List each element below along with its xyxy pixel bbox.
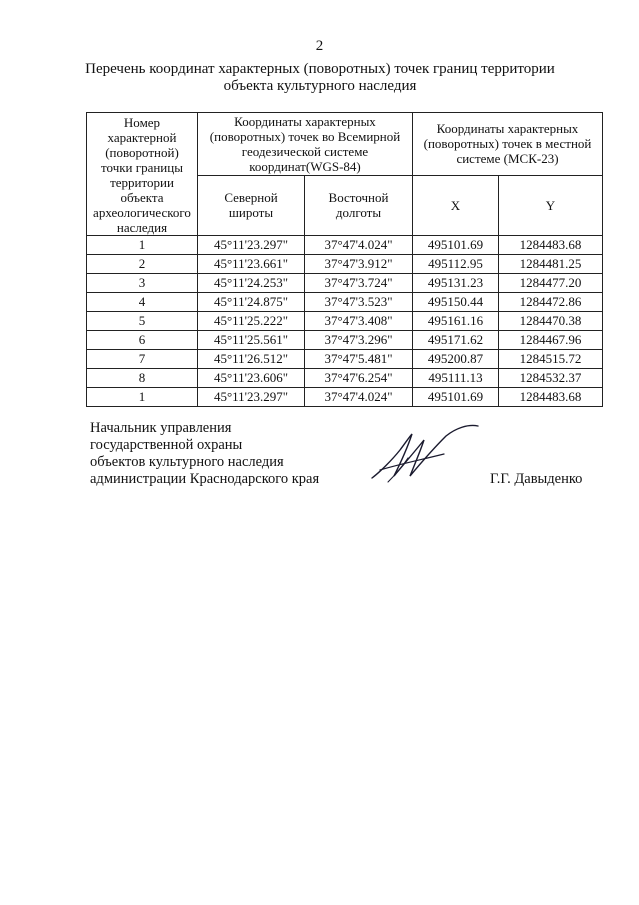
table-row (87, 293, 603, 312)
cell-y: 1284532.37 (499, 369, 603, 388)
title-line-2: объекта культурного наследия (223, 78, 417, 94)
cell-latitude: 45°11'23.297" (198, 388, 305, 407)
coordinates-table (86, 112, 603, 407)
cell-point-number: 6 (87, 331, 198, 350)
cell-point-number: 4 (87, 293, 198, 312)
cell-x: 495161.16 (413, 312, 499, 331)
cell-y: 1284483.68 (499, 236, 603, 255)
table-row (87, 388, 603, 407)
cell-x: 495112.95 (413, 255, 499, 274)
header-wgs84-line: координат(WGS-84) (249, 158, 361, 174)
signatory-position-line: администрации Краснодарского края (90, 471, 320, 487)
cell-longitude: 37°47'4.024" (305, 236, 413, 255)
signatory-position-line: объектов культурного наследия (90, 454, 284, 470)
header-longitude (305, 175, 413, 235)
cell-latitude: 45°11'24.253" (198, 274, 305, 293)
document-title (80, 61, 560, 95)
header-longitude-line: долготы (335, 205, 382, 221)
header-latitude-line: широты (228, 205, 274, 221)
header-point-number-line: точки границы (101, 160, 183, 175)
header-point-number-line: наследия (116, 220, 168, 235)
cell-x: 495200.87 (413, 350, 499, 369)
header-point-number-line: (поворотной) (105, 145, 179, 160)
cell-point-number: 1 (87, 236, 198, 255)
signatory-position-line: Начальник управления (90, 420, 232, 436)
cell-x: 495150.44 (413, 293, 499, 312)
header-wgs84 (198, 113, 413, 176)
table-row (87, 369, 603, 388)
cell-latitude: 45°11'26.512" (198, 350, 305, 369)
cell-longitude: 37°47'3.408" (305, 312, 413, 331)
header-point-number-line: археологического (93, 205, 191, 220)
cell-point-number: 2 (87, 255, 198, 274)
cell-longitude: 37°47'4.024" (305, 388, 413, 407)
header-y: Y (499, 175, 603, 235)
cell-point-number: 1 (87, 388, 198, 407)
signatory-position-line: государственной охраны (90, 437, 243, 453)
header-point-number-line: территории (110, 175, 174, 190)
header-wgs84-line: (поворотных) точек во Всемирной (209, 128, 401, 144)
title-line-1: Перечень координат характерных (поворотных) точек границ территории (85, 61, 555, 77)
table-row (87, 274, 603, 293)
cell-y: 1284467.96 (499, 331, 603, 350)
cell-point-number: 8 (87, 369, 198, 388)
header-msk23-line: Координаты характерных (436, 121, 579, 137)
header-x: X (413, 175, 499, 235)
cell-longitude: 37°47'3.296" (305, 331, 413, 350)
header-point-number-line: Номер (123, 115, 161, 130)
cell-latitude: 45°11'23.297" (198, 236, 305, 255)
cell-latitude: 45°11'23.606" (198, 369, 305, 388)
header-point-number (87, 113, 198, 236)
cell-latitude: 45°11'23.661" (198, 255, 305, 274)
cell-y: 1284515.72 (499, 350, 603, 369)
table-row (87, 255, 603, 274)
header-latitude (198, 175, 305, 235)
header-msk23-line: системе (МСК-23) (456, 151, 559, 167)
cell-y: 1284470.38 (499, 312, 603, 331)
header-point-number-line: объекта (120, 190, 164, 205)
cell-longitude: 37°47'3.724" (305, 274, 413, 293)
cell-x: 495101.69 (413, 388, 499, 407)
signatory-position (90, 420, 319, 488)
table-row (87, 350, 603, 369)
header-msk23 (413, 113, 603, 176)
cell-latitude: 45°11'25.222" (198, 312, 305, 331)
cell-y: 1284472.86 (499, 293, 603, 312)
header-msk23-line: (поворотных) точек в местной (423, 136, 592, 152)
header-latitude-line: Северной (224, 190, 278, 206)
cell-x: 495111.13 (413, 369, 499, 388)
table-row (87, 236, 603, 255)
table-row (87, 312, 603, 331)
cell-longitude: 37°47'6.254" (305, 369, 413, 388)
signer-name: Г.Г. Давыденко (490, 471, 583, 487)
cell-point-number: 7 (87, 350, 198, 369)
cell-y: 1284481.25 (499, 255, 603, 274)
header-wgs84-line: Координаты характерных (234, 113, 376, 129)
cell-point-number: 3 (87, 274, 198, 293)
header-longitude-line: Восточной (328, 190, 389, 206)
handwritten-signature (360, 420, 490, 490)
cell-y: 1284483.68 (499, 388, 603, 407)
cell-y: 1284477.20 (499, 274, 603, 293)
header-wgs84-line: геодезической системе (241, 143, 369, 159)
page-number: 2 (315, 38, 324, 54)
cell-latitude: 45°11'25.561" (198, 331, 305, 350)
cell-x: 495101.69 (413, 236, 499, 255)
cell-latitude: 45°11'24.875" (198, 293, 305, 312)
cell-x: 495171.62 (413, 331, 499, 350)
cell-longitude: 37°47'3.912" (305, 255, 413, 274)
cell-longitude: 37°47'3.523" (305, 293, 413, 312)
cell-longitude: 37°47'5.481" (305, 350, 413, 369)
table-row (87, 331, 603, 350)
header-point-number-line: характерной (107, 130, 177, 145)
cell-x: 495131.23 (413, 274, 499, 293)
cell-point-number: 5 (87, 312, 198, 331)
